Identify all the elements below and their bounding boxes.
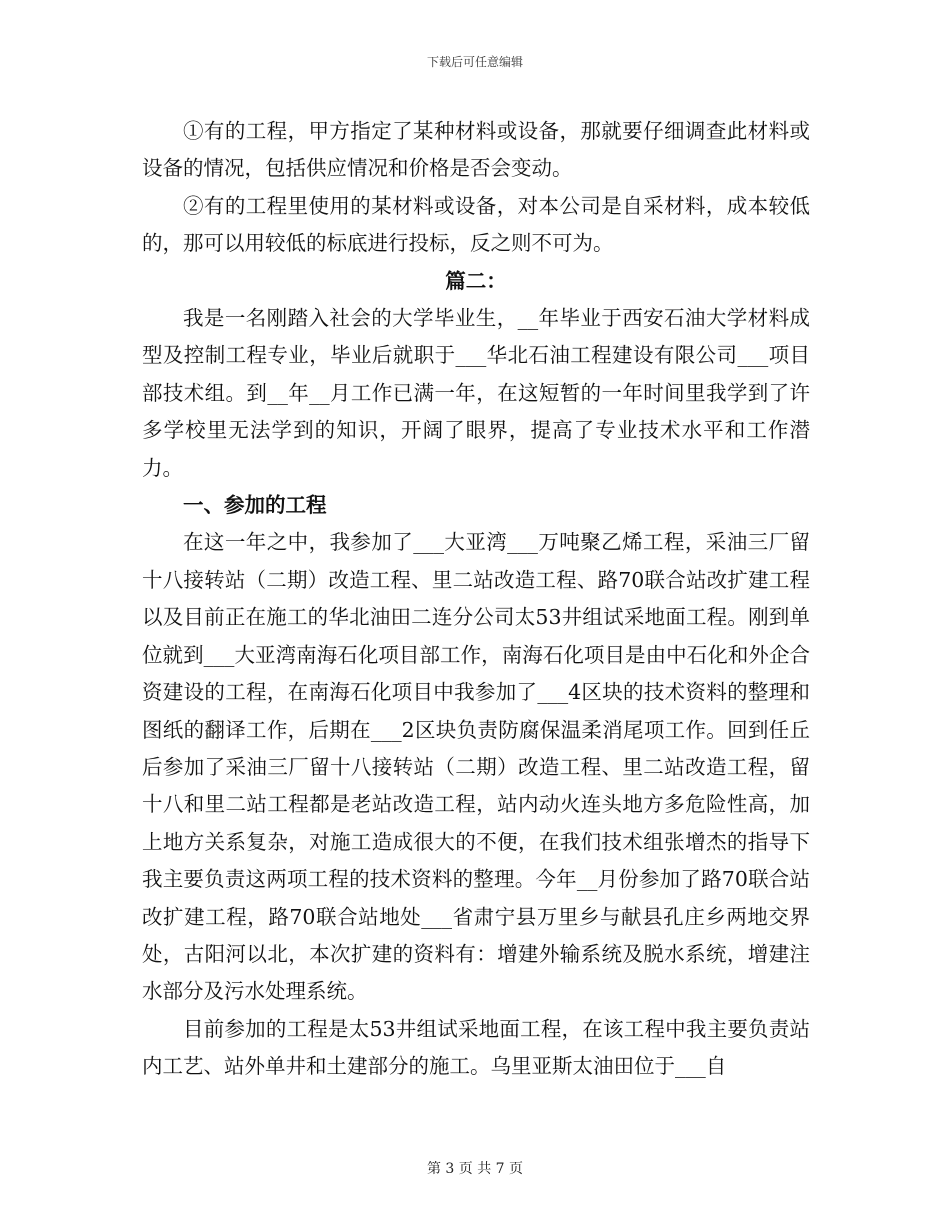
paragraph-item-2: ②有的工程里使用的某材料或设备，对本公司是自采材料，成本较低的，那可以用较低的标底进行投标，反之则不可为。: [142, 193, 810, 256]
body-paragraph-1: 在这一年之中，我参加了___大亚湾___万吨聚乙烯工程，采油三厂留十八接转站（二期）改造工程、里二站改造工程、路70联合站改扩建工程以及目前正在施工的华北油田二连分公司太53井组试采地面工程。刚到单位就到___大亚湾南海石化项目部工作，南海石化项目是由中石化和外企合资建设的工程，在南海石化项目中我参加了___4区块的技术资料的整理和图纸的翻译工作，后期在___2区块负责防腐保温柔消尾项工作。回到任丘后参加了采油三厂留十八接转站（二期）改造工程、里二站改造工程，留十八和里二站工程都是老站改造工程，站内动火连头地方多危险性高，加上地方关系复杂，对施工造成很大的不便，在我们技术组张增杰的指导下我主要负责这两项工程的技术资料的整理。今年__月份参加了路70联合站改扩建工程，路70联合站地处___省肃宁县万里乡与献县孔庄乡两地交界处，古阳河以北，本次扩建的资料有：增建外输系统及脱水系统，增建注水部分及污水处理系统。: [142, 530, 810, 1004]
subheading: 一、参加的工程: [183, 493, 327, 518]
body-paragraph-2: 目前参加的工程是太53井组试采地面工程，在该工程中我主要负责站内工艺、站外单井和土建部分的施工。乌里亚斯太油田位于___自: [142, 1016, 810, 1079]
section-title: 篇二：: [445, 268, 507, 293]
header-note: 下载后可任意编辑: [426, 55, 523, 69]
paragraph-item-1: ①有的工程，甲方指定了某种材料或设备，那就要仔细调查此材料或设备的情况，包括供应情况和价格是否会变动。: [142, 119, 810, 181]
page-number: 第 3 页 共 7 页: [426, 1161, 524, 1177]
document-body: [142, 113, 810, 1086]
intro-paragraph: 我是一名刚踏入社会的大学毕业生，__年毕业于西安石油大学材料成型及控制工程专业，毕业后就职于___华北石油工程建设有限公司___项目部技术组。到__年__月工作已满一年，在这短暂的一年时间里我学到了许多学校里无法学到的知识，开阔了眼界，提高了专业技术水平和工作潜力。: [142, 306, 810, 480]
